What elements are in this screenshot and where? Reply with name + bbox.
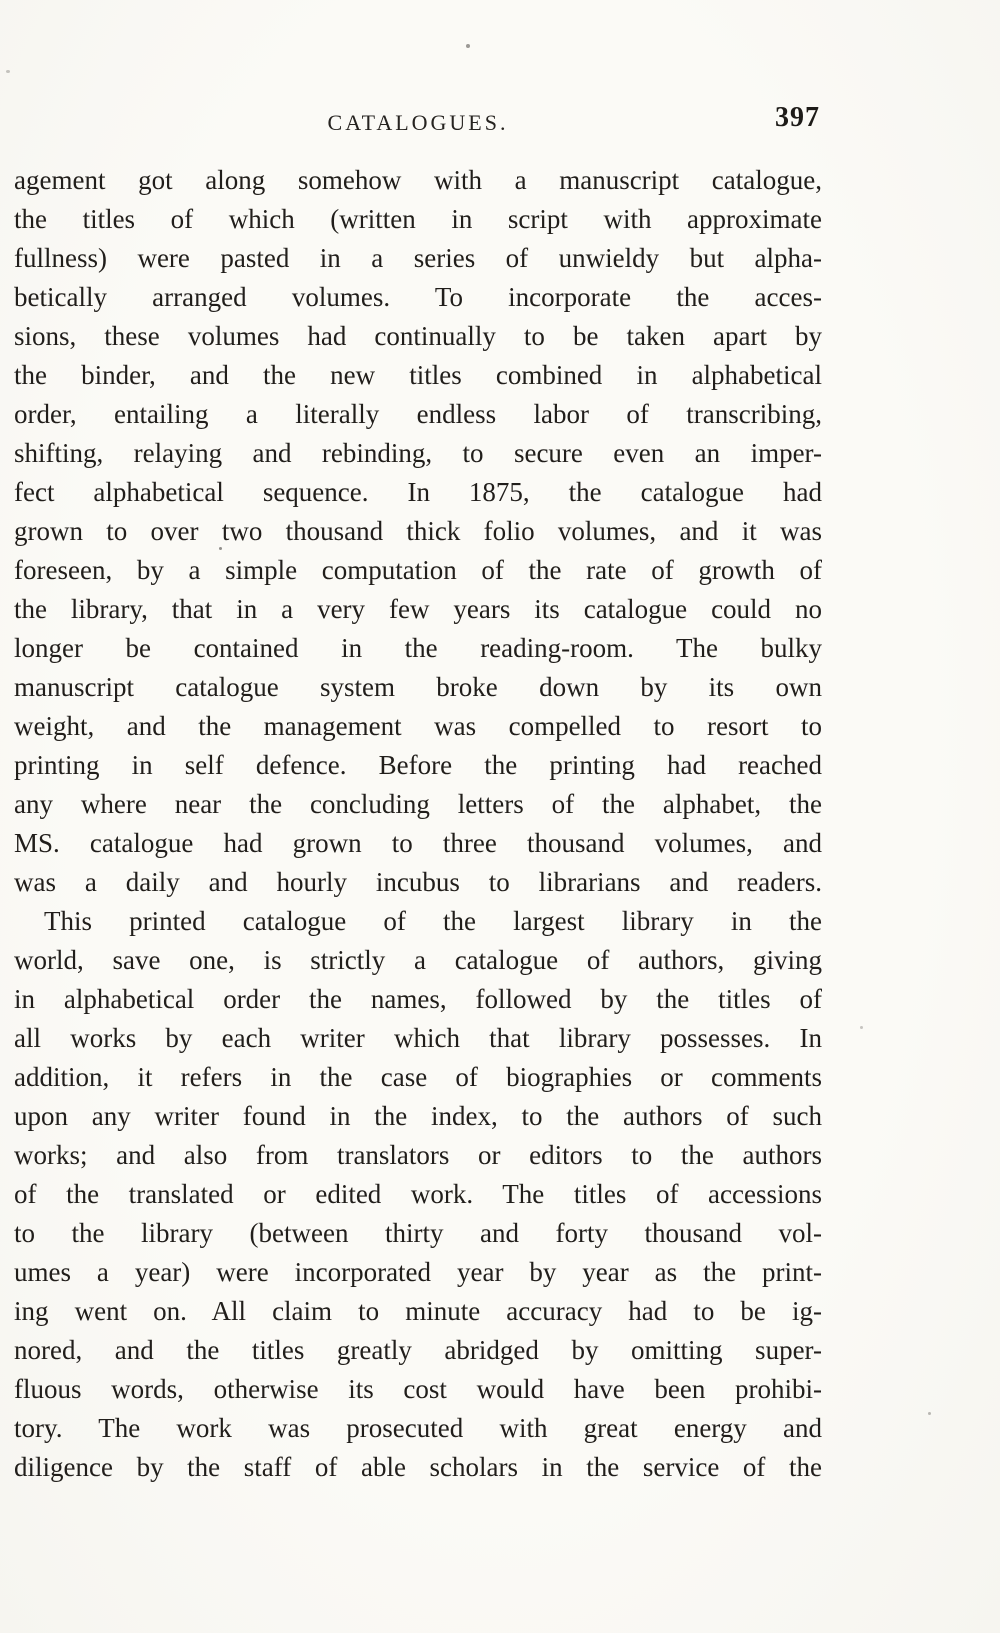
text-line: upon any writer found in the index, to the authors of such	[14, 1101, 822, 1131]
text-line: to the library (between thirty and forty thousand vol-	[14, 1218, 822, 1248]
text-line: the library, that in a very few years its catalogue could no	[14, 594, 822, 624]
text-line: the binder, and the new titles combined in alphabetical	[14, 360, 822, 390]
text-line: order, entailing a literally endless labor of transcribing,	[14, 399, 822, 429]
text-line: in alphabetical order the names, followed by the titles of	[14, 984, 822, 1014]
text-line: This printed catalogue of the largest library in the	[44, 906, 822, 936]
text-line: weight, and the management was compelled to resort to	[14, 711, 822, 741]
text-line: betically arranged volumes. To incorporate the acces-	[14, 282, 822, 312]
text-line: tory. The work was prosecuted with great energy and	[14, 1413, 822, 1443]
text-line: fect alphabetical sequence. In 1875, the catalogue had	[14, 477, 822, 507]
text-line: longer be contained in the reading-room. The bulky	[14, 633, 822, 663]
scan-speck	[219, 547, 222, 550]
text-line: shifting, relaying and rebinding, to secure even an imper-	[14, 438, 822, 468]
text-line: was a daily and hourly incubus to librarians and readers.	[14, 867, 822, 897]
text-line: manuscript catalogue system broke down by its own	[14, 672, 822, 702]
text-line: any where near the concluding letters of the alphabet, the	[14, 789, 822, 819]
text-line: ing went on. All claim to minute accuracy had to be ig-	[14, 1296, 822, 1326]
text-line: MS. catalogue had grown to three thousand volumes, and	[14, 828, 822, 858]
text-line: fullness) were pasted in a series of unwieldy but alpha-	[14, 243, 822, 273]
text-line: works; and also from translators or editors to the authors	[14, 1140, 822, 1170]
text-line: agement got along somehow with a manuscript catalogue,	[14, 165, 822, 195]
page-number: 397	[775, 102, 820, 133]
text-line: grown to over two thousand thick folio volumes, and it was	[14, 516, 822, 546]
text-line: the titles of which (written in script with approximate	[14, 204, 822, 234]
text-line: umes a year) were incorporated year by year as the print-	[14, 1257, 822, 1287]
page-header	[14, 102, 822, 146]
scan-speck	[466, 44, 470, 48]
text-line: fluous words, otherwise its cost would have been prohibi-	[14, 1374, 822, 1404]
scan-speck	[860, 1026, 863, 1029]
text-line: addition, it refers in the case of biographies or comments	[14, 1062, 822, 1092]
text-line: nored, and the titles greatly abridged by omitting super-	[14, 1335, 822, 1365]
scan-speck	[6, 70, 10, 73]
text-line: foreseen, by a simple computation of the rate of growth of	[14, 555, 822, 585]
text-line: diligence by the staff of able scholars in the service of the	[14, 1452, 822, 1482]
page-body	[14, 161, 822, 1487]
text-line: world, save one, is strictly a catalogue of authors, giving	[14, 945, 822, 975]
text-line: of the translated or edited work. The titles of accessions	[14, 1179, 822, 1209]
text-line: sions, these volumes had continually to be taken apart by	[14, 321, 822, 351]
running-title: CATALOGUES.	[327, 110, 509, 135]
scan-speck	[928, 1412, 931, 1415]
text-line: printing in self defence. Before the printing had reached	[14, 750, 822, 780]
text-line: all works by each writer which that library possesses. In	[14, 1023, 822, 1053]
